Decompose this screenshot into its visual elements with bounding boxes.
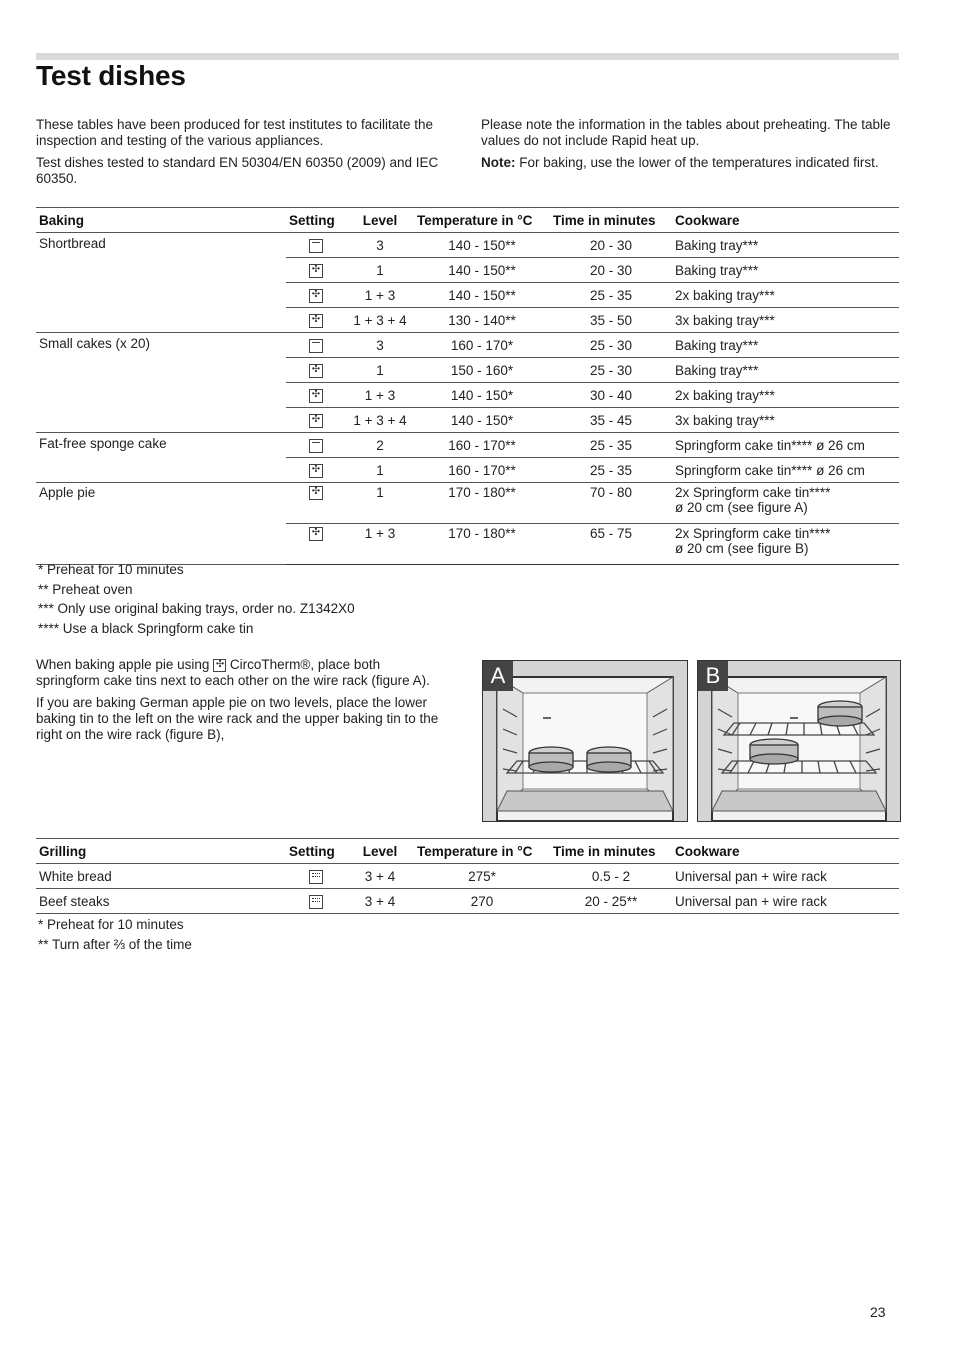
column-header: Cookware [672,208,899,233]
footnote: ** Turn after ⅔ of the time [38,936,192,952]
level-cell: 1 [346,358,414,383]
cookware-cell: 3x baking tray*** [672,408,899,433]
column-header: Temperature in °C [414,839,550,864]
grilling-footnotes [38,915,192,954]
baking-footnotes [38,560,355,638]
level-cell: 3 + 4 [346,889,414,914]
column-header: Time in minutes [550,208,672,233]
circotherm-icon [309,364,323,378]
cookware-line: ø 20 cm (see figure B) [675,541,809,556]
oven-illustration-b [698,661,900,821]
grill-icon [309,870,323,884]
cookware-cell: Baking tray*** [672,258,899,283]
footnote: **** Use a black Springform cake tin [38,620,254,636]
note-text: For baking, use the lower of the temperatures indicated first. [515,155,879,170]
cookware-cell: 2x baking tray*** [672,283,899,308]
cookware-line: 2x Springform cake tin**** [675,485,831,500]
cookware-cell: Universal pan + wire rack [672,889,899,914]
top-bottom-heat-icon [309,239,323,253]
temp-cell: 140 - 150** [414,283,550,308]
cookware-line: ø 20 cm (see figure A) [675,500,808,515]
cookware-line: 2x Springform cake tin**** [675,526,831,541]
time-cell: 65 - 75 [550,524,672,565]
grill-icon [309,895,323,909]
intro-right-column [481,117,899,177]
time-cell: 70 - 80 [550,483,672,524]
circotherm-icon [309,414,323,428]
dish-name: Fat-free sponge cake [36,433,286,483]
temp-cell: 130 - 140** [414,308,550,333]
table-row [36,333,899,358]
column-header: Level [346,839,414,864]
footnote: *** Only use original baking trays, order no. Z1342X0 [38,601,355,616]
grilling-table [36,838,899,914]
level-cell: 1 + 3 + 4 [346,308,414,333]
footnote: * Preheat for 10 minutes [38,917,184,932]
cookware-cell: Baking tray*** [672,233,899,258]
temp-cell: 170 - 180** [414,483,550,524]
instruction-text: CircoTherm®, place both springform cake tins next to each other on the wire rack (figure A). [36,657,430,688]
level-cell: 1 [346,258,414,283]
column-header: Grilling [36,839,286,864]
temp-cell: 150 - 160* [414,358,550,383]
time-cell: 20 - 30 [550,233,672,258]
intro-left-column [36,117,456,193]
dish-name: Shortbread [36,233,286,333]
dish-name: Beef steaks [36,889,286,914]
time-cell: 0.5 - 2 [550,864,672,889]
table-row [36,433,899,458]
temp-cell: 160 - 170** [414,458,550,483]
top-bottom-heat-icon [309,339,323,353]
temp-cell: 140 - 150** [414,258,550,283]
table-row [36,233,899,258]
time-cell: 25 - 35 [550,458,672,483]
level-cell: 3 [346,333,414,358]
table-row [36,864,899,889]
level-cell: 1 + 3 [346,283,414,308]
time-cell: 30 - 40 [550,383,672,408]
temp-cell: 140 - 150* [414,408,550,433]
cookware-cell: 2x baking tray*** [672,383,899,408]
circotherm-icon [309,289,323,303]
level-cell: 3 + 4 [346,864,414,889]
table-header-row [36,208,899,233]
figure-a [482,660,688,822]
time-cell: 35 - 45 [550,408,672,433]
circotherm-icon [309,314,323,328]
note-label: Note: [481,155,516,170]
footnote: * Preheat for 10 minutes [38,562,184,577]
level-cell: 1 [346,458,414,483]
column-header: Time in minutes [550,839,672,864]
instruction-text: When baking apple pie using [36,657,214,672]
level-cell: 1 + 3 + 4 [346,408,414,433]
oven-illustration-a [483,661,687,821]
level-cell: 1 + 3 [346,524,414,565]
page-number: 23 [870,1304,886,1320]
figure-label: B [698,661,728,691]
time-cell: 20 - 30 [550,258,672,283]
cookware-cell: Springform cake tin**** ø 26 cm [672,458,899,483]
time-cell: 20 - 25** [550,889,672,914]
temp-cell: 170 - 180** [414,524,550,565]
temp-cell: 275* [414,864,550,889]
level-cell: 1 [346,483,414,524]
dish-name: Apple pie [36,483,286,565]
note-paragraph [481,155,899,171]
column-header: Cookware [672,839,899,864]
instruction-paragraph: If you are baking German apple pie on two levels, place the lower baking tin to the left on the wire rack and the upper baking tin to the right on the wire rack (figure B), [36,695,439,742]
time-cell: 25 - 30 [550,333,672,358]
column-header: Setting [286,839,346,864]
table-row [36,483,899,524]
top-bottom-heat-icon [309,439,323,453]
circotherm-icon [309,486,323,500]
circotherm-icon [309,464,323,478]
baking-table [36,207,899,565]
dish-name: Small cakes (x 20) [36,333,286,433]
top-rule [36,53,899,60]
cookware-cell [672,483,899,524]
column-header: Temperature in °C [414,208,550,233]
temp-cell: 160 - 170** [414,433,550,458]
dish-name: White bread [36,864,286,889]
instruction-paragraph [36,657,446,689]
time-cell: 25 - 35 [550,433,672,458]
temp-cell: 270 [414,889,550,914]
temp-cell: 160 - 170* [414,333,550,358]
page-title: Test dishes [36,60,186,91]
intro-paragraph: These tables have been produced for test institutes to facilitate the inspection and testing of the various appliances. [36,117,433,148]
temp-cell: 140 - 150** [414,233,550,258]
footnote: ** Preheat oven [38,581,133,597]
cookware-cell [672,524,899,565]
intro-paragraph: Please note the information in the tables about preheating. The table values do not include Rapid heat up. [481,117,891,148]
time-cell: 35 - 50 [550,308,672,333]
intro-paragraph: Test dishes tested to standard EN 50304/EN 60350 (2009) and IEC 60350. [36,155,439,186]
column-header: Setting [286,208,346,233]
time-cell: 25 - 35 [550,283,672,308]
circotherm-icon [309,527,323,541]
figure-label: A [483,661,513,691]
figure-b [697,660,901,822]
circotherm-icon [309,389,323,403]
level-cell: 3 [346,233,414,258]
level-cell: 1 + 3 [346,383,414,408]
cookware-cell: Baking tray*** [672,333,899,358]
column-header: Baking [36,208,286,233]
table-row [36,889,899,914]
apple-pie-instructions [36,657,446,749]
circotherm-icon [309,264,323,278]
time-cell: 25 - 30 [550,358,672,383]
table-header-row [36,839,899,864]
circotherm-icon [213,659,226,672]
cookware-cell: 3x baking tray*** [672,308,899,333]
cookware-cell: Baking tray*** [672,358,899,383]
cookware-cell: Universal pan + wire rack [672,864,899,889]
cookware-cell: Springform cake tin**** ø 26 cm [672,433,899,458]
level-cell: 2 [346,433,414,458]
temp-cell: 140 - 150* [414,383,550,408]
column-header: Level [346,208,414,233]
